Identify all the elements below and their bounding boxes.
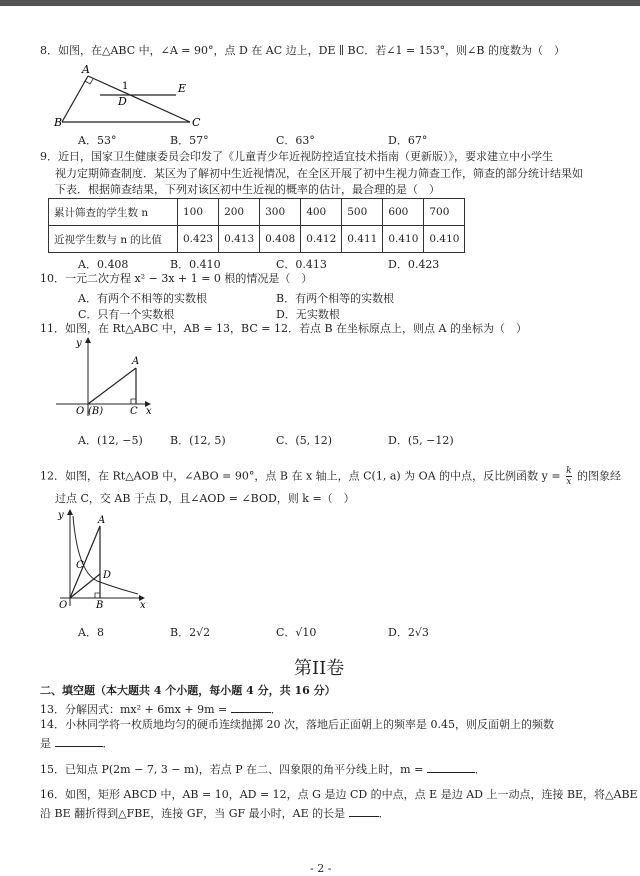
q12-line1-b: 的图象经: [577, 469, 622, 483]
q10-text: 10．一元二次方程 x² − 3x + 1 = 0 根的情况是（ ）: [40, 272, 313, 285]
q9-option-c: C．0.413: [276, 258, 327, 271]
q12-option-c: C．√10: [276, 626, 317, 639]
q11-label-o: O: [76, 406, 85, 417]
q12-line2: 过点 C，交 AB 于点 D，且∠AOD = ∠BOD，则 k =（ ）: [55, 492, 355, 505]
q16-line1: 16．如图，矩形 ABCD 中，AB = 10，AD = 12，点 G 是边 CD 的中点，点 E 是边 AD 上一动点，连接 BE，将△ABE: [40, 788, 638, 801]
q11-label-y: y: [76, 338, 82, 349]
q14-answer-blank: [55, 736, 103, 747]
q11-label-a: A: [132, 356, 140, 367]
q10-option-d: D．无实数根: [276, 308, 340, 321]
q13-line: [40, 702, 282, 717]
q12-option-d: D．2√3: [388, 626, 429, 639]
q9-line2: 视力定期筛查制度．某区为了解初中生近视情况，在全区开展了初中生视力筛查工作，筛查的部分统计结果如: [55, 167, 583, 180]
q8-option-c: C．63°: [276, 134, 315, 147]
q9-table-row: [49, 226, 465, 253]
q12-label-d: D: [103, 570, 112, 581]
q9-cell: 500: [342, 199, 383, 226]
q12-frac-num: k: [566, 466, 572, 476]
q16-period: ．: [378, 807, 390, 820]
q12-label-x: x: [140, 600, 146, 610]
q9-option-a: A．0.408: [78, 258, 129, 271]
q8-label-b: B: [54, 116, 63, 128]
q9-row2-header: 近视学生数与 n 的比值: [49, 226, 178, 253]
page-number: - 2 -: [310, 862, 332, 875]
q13-text: 13．分解因式：mx² + 6mx + 9m =: [40, 703, 228, 716]
q8-label-c: C: [192, 116, 201, 128]
q8-text: 8．如图，在△ABC 中，∠A = 90°，点 D 在 AC 边上，DE ∥ BC．若∠1 = 153°，则∠B 的度数为（ ）: [40, 44, 565, 57]
q11-option-d: D．(5, −12): [388, 434, 454, 447]
q16-line2: [40, 806, 390, 821]
q8-option-d: D．67°: [388, 134, 428, 147]
q12-option-b: B．2√2: [170, 626, 211, 639]
q12-fraction: [566, 466, 571, 487]
q15-text: 15．已知点 P(2m − 7, 3 − m)，若点 P 在二、四象限的角平分线上时，m =: [40, 763, 424, 776]
section-part2-heading: 二、填空题（本大题共 4 个小题，每小题 4 分，共 16 分）: [40, 684, 336, 697]
q10-option-b: B．有两个相等的实数根: [276, 292, 395, 305]
q9-cell: 0.413: [219, 226, 260, 253]
q8-option-a: A．53°: [78, 134, 117, 147]
q11-option-b: B．(12, 5): [170, 434, 226, 447]
q14-line1: 14．小林同学将一枚质地均匀的硬币连续抛掷 20 次，落地后正面朝上的频率是 0.45，则反面朝上的频数: [40, 718, 554, 731]
q8-label-angle1: 1: [122, 81, 129, 92]
q12-label-y: y: [58, 510, 64, 521]
q12-label-b: B: [96, 600, 104, 610]
q12-line1-a: 12．如图，在 Rt△AOB 中，∠ABO = 90°，点 B 在 x 轴上，点 C(1, a) 为 OA 的中点，反比例函数 y =: [40, 469, 561, 483]
q11-label-b: (B): [88, 406, 104, 417]
q12-label-a: A: [98, 515, 106, 526]
q11-option-a: A．(12, −5): [78, 434, 143, 447]
q9-table-row: [49, 199, 465, 226]
q10-option-c: C．只有一个实数根: [78, 308, 175, 321]
q8-figure: [52, 62, 202, 128]
q9-cell: 600: [383, 199, 424, 226]
q9-line1: 9．近日，国家卫生健康委员会印发了《儿童青少年近视防控适宜技术指南（更新版）》，要求建立中小学生: [40, 150, 553, 163]
q8-label-a: A: [82, 63, 90, 76]
q8-option-b: B．57°: [170, 134, 209, 147]
q15-period: ．: [474, 763, 486, 776]
q12-figure: [56, 506, 152, 610]
q12-line1: [40, 466, 621, 487]
q9-option-d: D．0.423: [388, 258, 440, 271]
q11-option-c: C．(5, 12): [276, 434, 332, 447]
q9-cell: 100: [178, 199, 219, 226]
q9-cell: 0.412: [301, 226, 342, 253]
top-border: [0, 0, 640, 6]
q9-cell: 0.410: [424, 226, 465, 253]
q11-text: 11．如图，在 Rt△ABC 中，AB = 13，BC = 12．若点 B 在坐标原点上，则点 A 的坐标为（ ）: [40, 322, 527, 335]
q14-line2: [40, 736, 114, 751]
q15-answer-blank: [427, 762, 475, 773]
q9-table: [48, 198, 465, 253]
q9-cell: 0.408: [260, 226, 301, 253]
q15-line: [40, 762, 486, 777]
q12-label-c: C: [76, 560, 84, 571]
q8-label-e: E: [178, 82, 187, 95]
q16-answer-blank: [349, 806, 379, 817]
q9-cell: 300: [260, 199, 301, 226]
q11-label-c: C: [130, 406, 138, 417]
q10-option-a: A．有两个不相等的实数根: [78, 292, 207, 305]
q9-cell: 0.423: [178, 226, 219, 253]
q9-row1-header: 累计筛查的学生数 n: [49, 199, 178, 226]
section-title: 第II卷: [294, 658, 345, 679]
q14-line2-text: 是: [40, 737, 51, 750]
q11-label-x: x: [146, 406, 152, 417]
q9-line3: 下表．根据筛查结果，下列对该区初中生近视的概率的估计，最合理的是（ ）: [55, 183, 440, 196]
q9-cell: 0.410: [383, 226, 424, 253]
q9-cell: 700: [424, 199, 465, 226]
q16-line2-text: 沿 BE 翻折得到△FBE，连接 GF，当 GF 最小时，AE 的长是: [40, 807, 346, 820]
q9-option-b: B．0.410: [170, 258, 221, 271]
q13-answer-blank: [231, 702, 271, 713]
q14-period: ．: [102, 737, 114, 750]
q9-cell: 400: [301, 199, 342, 226]
q8-label-d: D: [118, 95, 127, 108]
q12-option-a: A．8: [78, 626, 104, 639]
q12-frac-den: x: [566, 477, 572, 487]
q11-figure: [48, 334, 168, 420]
q13-period: ．: [270, 703, 282, 716]
q12-label-o: O: [59, 600, 68, 610]
q9-cell: 0.411: [342, 226, 383, 253]
q9-cell: 200: [219, 199, 260, 226]
